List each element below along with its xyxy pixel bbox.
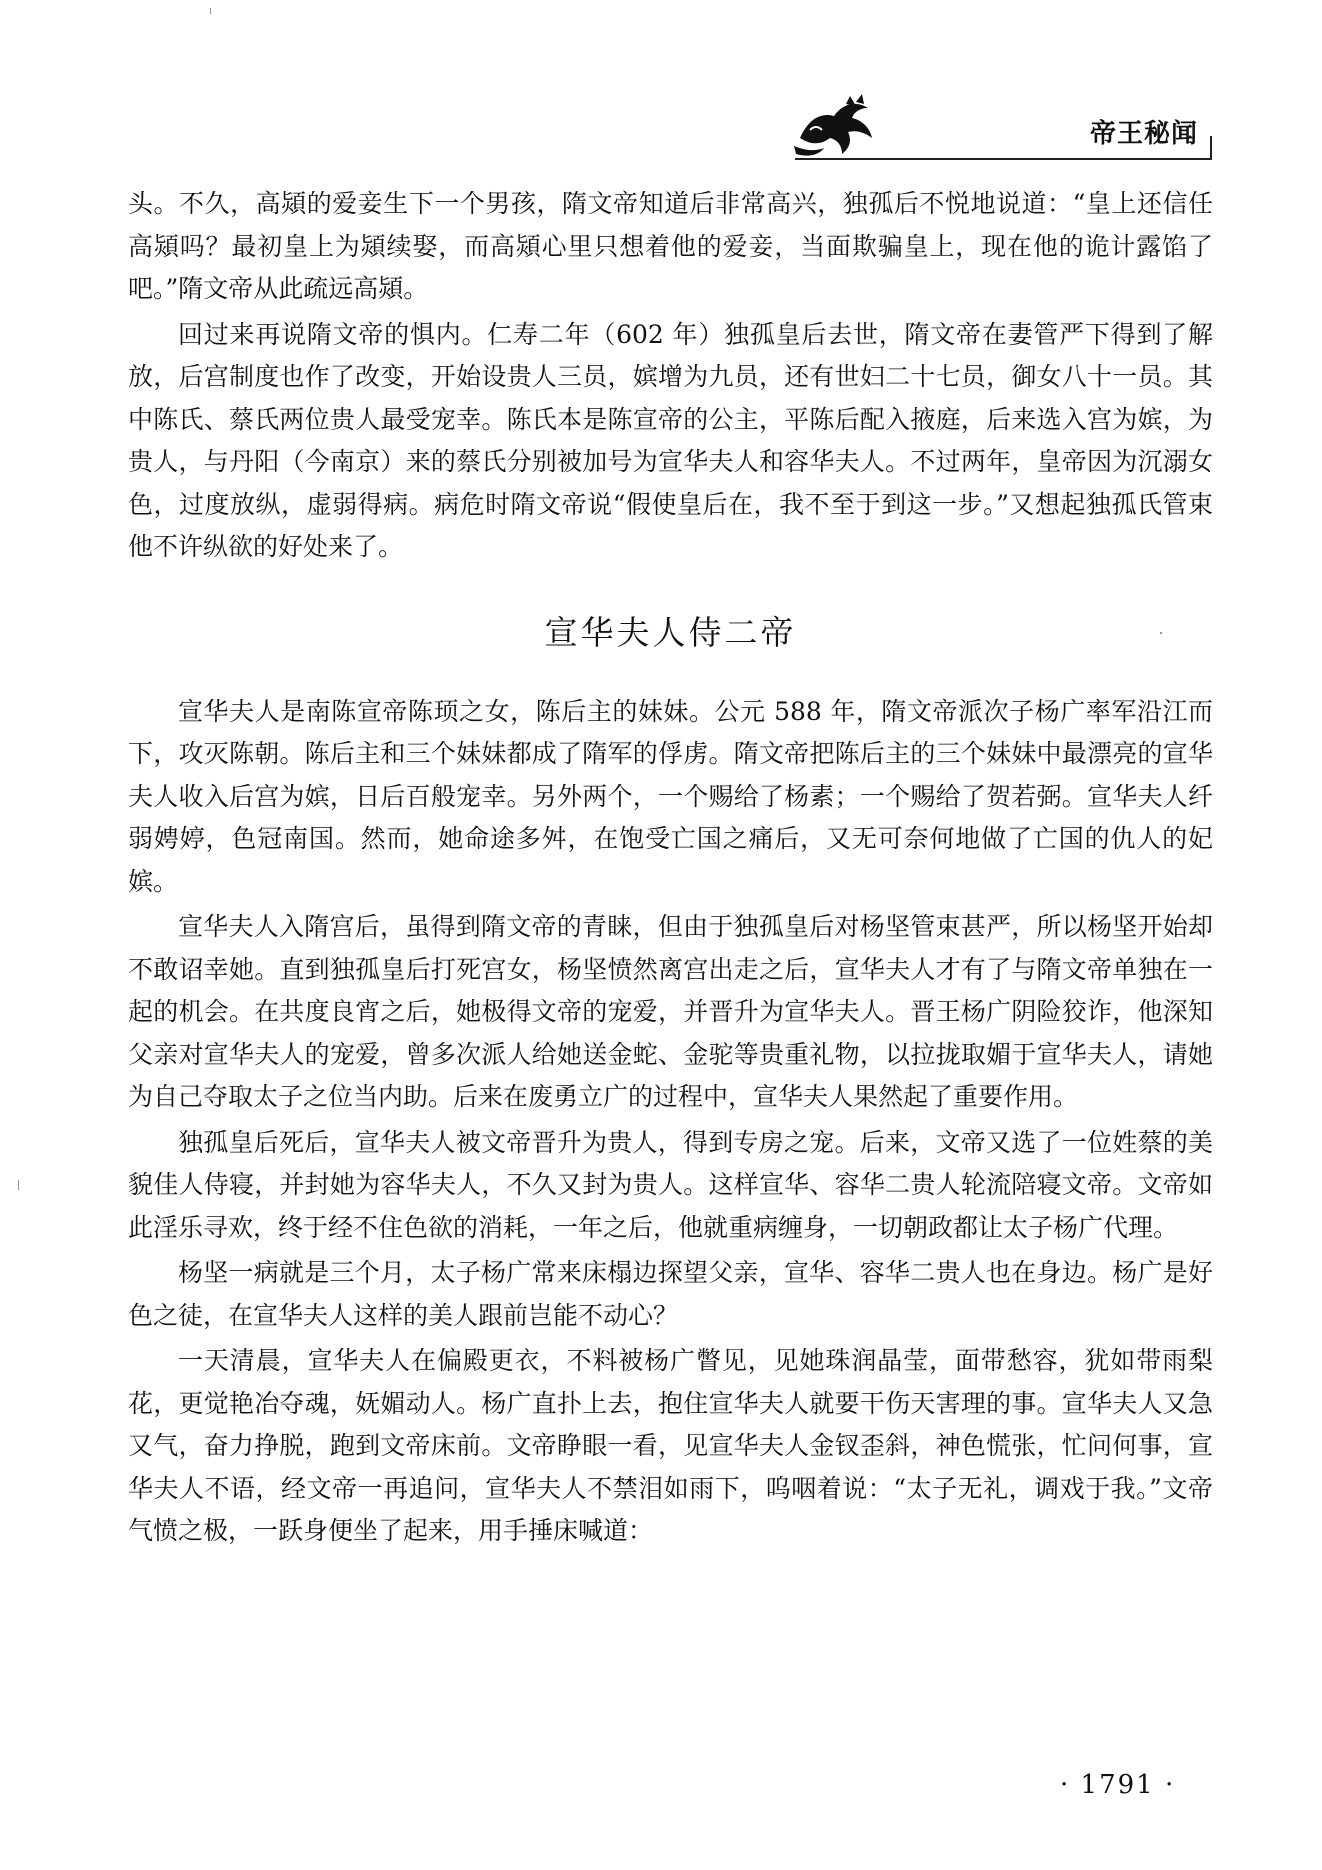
page-number: · 1791 · bbox=[1060, 1770, 1176, 1800]
body-text bbox=[128, 183, 1213, 1556]
header-rule-tick bbox=[1210, 136, 1212, 160]
running-header bbox=[0, 0, 1322, 175]
paragraph: 杨坚一病就是三个月，太子杨广常来床榻边探望父亲，宣华、容华二贵人也在身边。杨广是好色之徒，在宣华夫人这样的美人跟前岂能不动心？ bbox=[128, 1258, 1213, 1330]
scan-speck bbox=[210, 8, 211, 14]
paragraph: 独孤皇后死后，宣华夫人被文帝晋升为贵人，得到专房之宠。后来，文帝又选了一位姓蔡的美貌佳人侍寝，并封她为容华夫人，不久又封为贵人。这样宣华、容华二贵人轮流陪寝文帝。文帝如此淫乐寻欢，终于经不住色欲的消耗，一年之后，他就重病缠身，一切朝政都让太子杨广代理。 bbox=[128, 1127, 1213, 1242]
header-title: 帝王秘闻 bbox=[1090, 119, 1199, 149]
paragraph: 宣华夫人是南陈宣帝陈顼之女，陈后主的妹妹。公元 588 年，隋文帝派次子杨广率军沿江而下，攻灭陈朝。陈后主和三个妹妹都成了隋军的俘虏。隋文帝把陈后主的三个妹妹中最漂亮的宣华夫人收入后宫为嫔，日后百般宠幸。另外两个，一个赐给了杨素；一个赐给了贺若弼。宣华夫人纤弱娉婷，色冠南国。然而，她命途多舛，在饱受亡国之痛后，又无可奈何地做了亡国的仇人的妃嫔。 bbox=[128, 696, 1213, 896]
paragraph: 宣华夫人入隋宫后，虽得到隋文帝的青睐，但由于独孤皇后对杨坚管束甚严，所以杨坚开始却不敢诏幸她。直到独孤皇后打死宫女，杨坚愤然离宫出走之后，宣华夫人才有了与隋文帝单独在一起的机会。在共度良宵之后，她极得文帝的宠爱，并晋升为宣华夫人。晋王杨广阴险狡诈，他深知父亲对宣华夫人的宠爱，曾多次派人给她送金蛇、金驼等贵重礼物，以拉拢取媚于宣华夫人，请她为自己夺取太子之位当内助。后来在废勇立广的过程中，宣华夫人果然起了重要作用。 bbox=[128, 912, 1213, 1111]
header-rule bbox=[795, 158, 1210, 160]
paragraph: 回过来再说隋文帝的惧内。仁寿二年（602 年）独孤皇后去世，隋文帝在妻管严下得到了解放，后宫制度也作了改变，开始设贵人三员，嫔增为九员，还有世妇二十七员，御女八十一员。其中陈氏、蔡氏两位贵人最受宠幸。陈氏本是陈宣帝的公主，平陈后配入掖庭，后来选入宫为嫔，为贵人，与丹阳（今南京）来的蔡氏分别被加号为宣华夫人和容华夫人。不过两年，皇帝因为沉溺女色，过度放纵，虚弱得病。病危时隋文帝说“假使皇后在，我不至于到这一步。”又想起独孤氏管束他不许纵欲的好处来了。 bbox=[128, 319, 1213, 561]
section-title: 宣华夫人侍二帝 bbox=[544, 612, 797, 652]
scan-speck bbox=[1160, 632, 1162, 634]
paragraph: 一天清晨，宣华夫人在偏殿更衣，不料被杨广瞥见，见她珠润晶莹，面带愁容，犹如带雨梨花，更觉艳冶夺魂，妩媚动人。杨广直扑上去，抱住宣华夫人就要干伤天害理的事。宣华夫人又急又气，奋力挣脱，跑到文帝床前。文帝睁眼一看，见宣华夫人金钗歪斜，神色慌张，忙问何事，宣华夫人不语，经文帝一再追问，宣华夫人不禁泪如雨下，呜咽着说：“太子无礼，调戏于我。”文帝气愤之极，一跃身便坐了起来，用手捶床喊道： bbox=[128, 1346, 1213, 1545]
paragraph: 头。不久，高熲的爱妾生下一个男孩，隋文帝知道后非常高兴，独孤后不悦地说道：“皇上还信任高熲吗？最初皇上为熲续娶，而高熲心里只想着他的爱妾，当面欺骗皇上，现在他的诡计露馅了吧。”隋文帝从此疏远高熲。 bbox=[128, 189, 1213, 303]
scan-speck bbox=[18, 1180, 19, 1190]
dragon-icon bbox=[790, 90, 880, 160]
